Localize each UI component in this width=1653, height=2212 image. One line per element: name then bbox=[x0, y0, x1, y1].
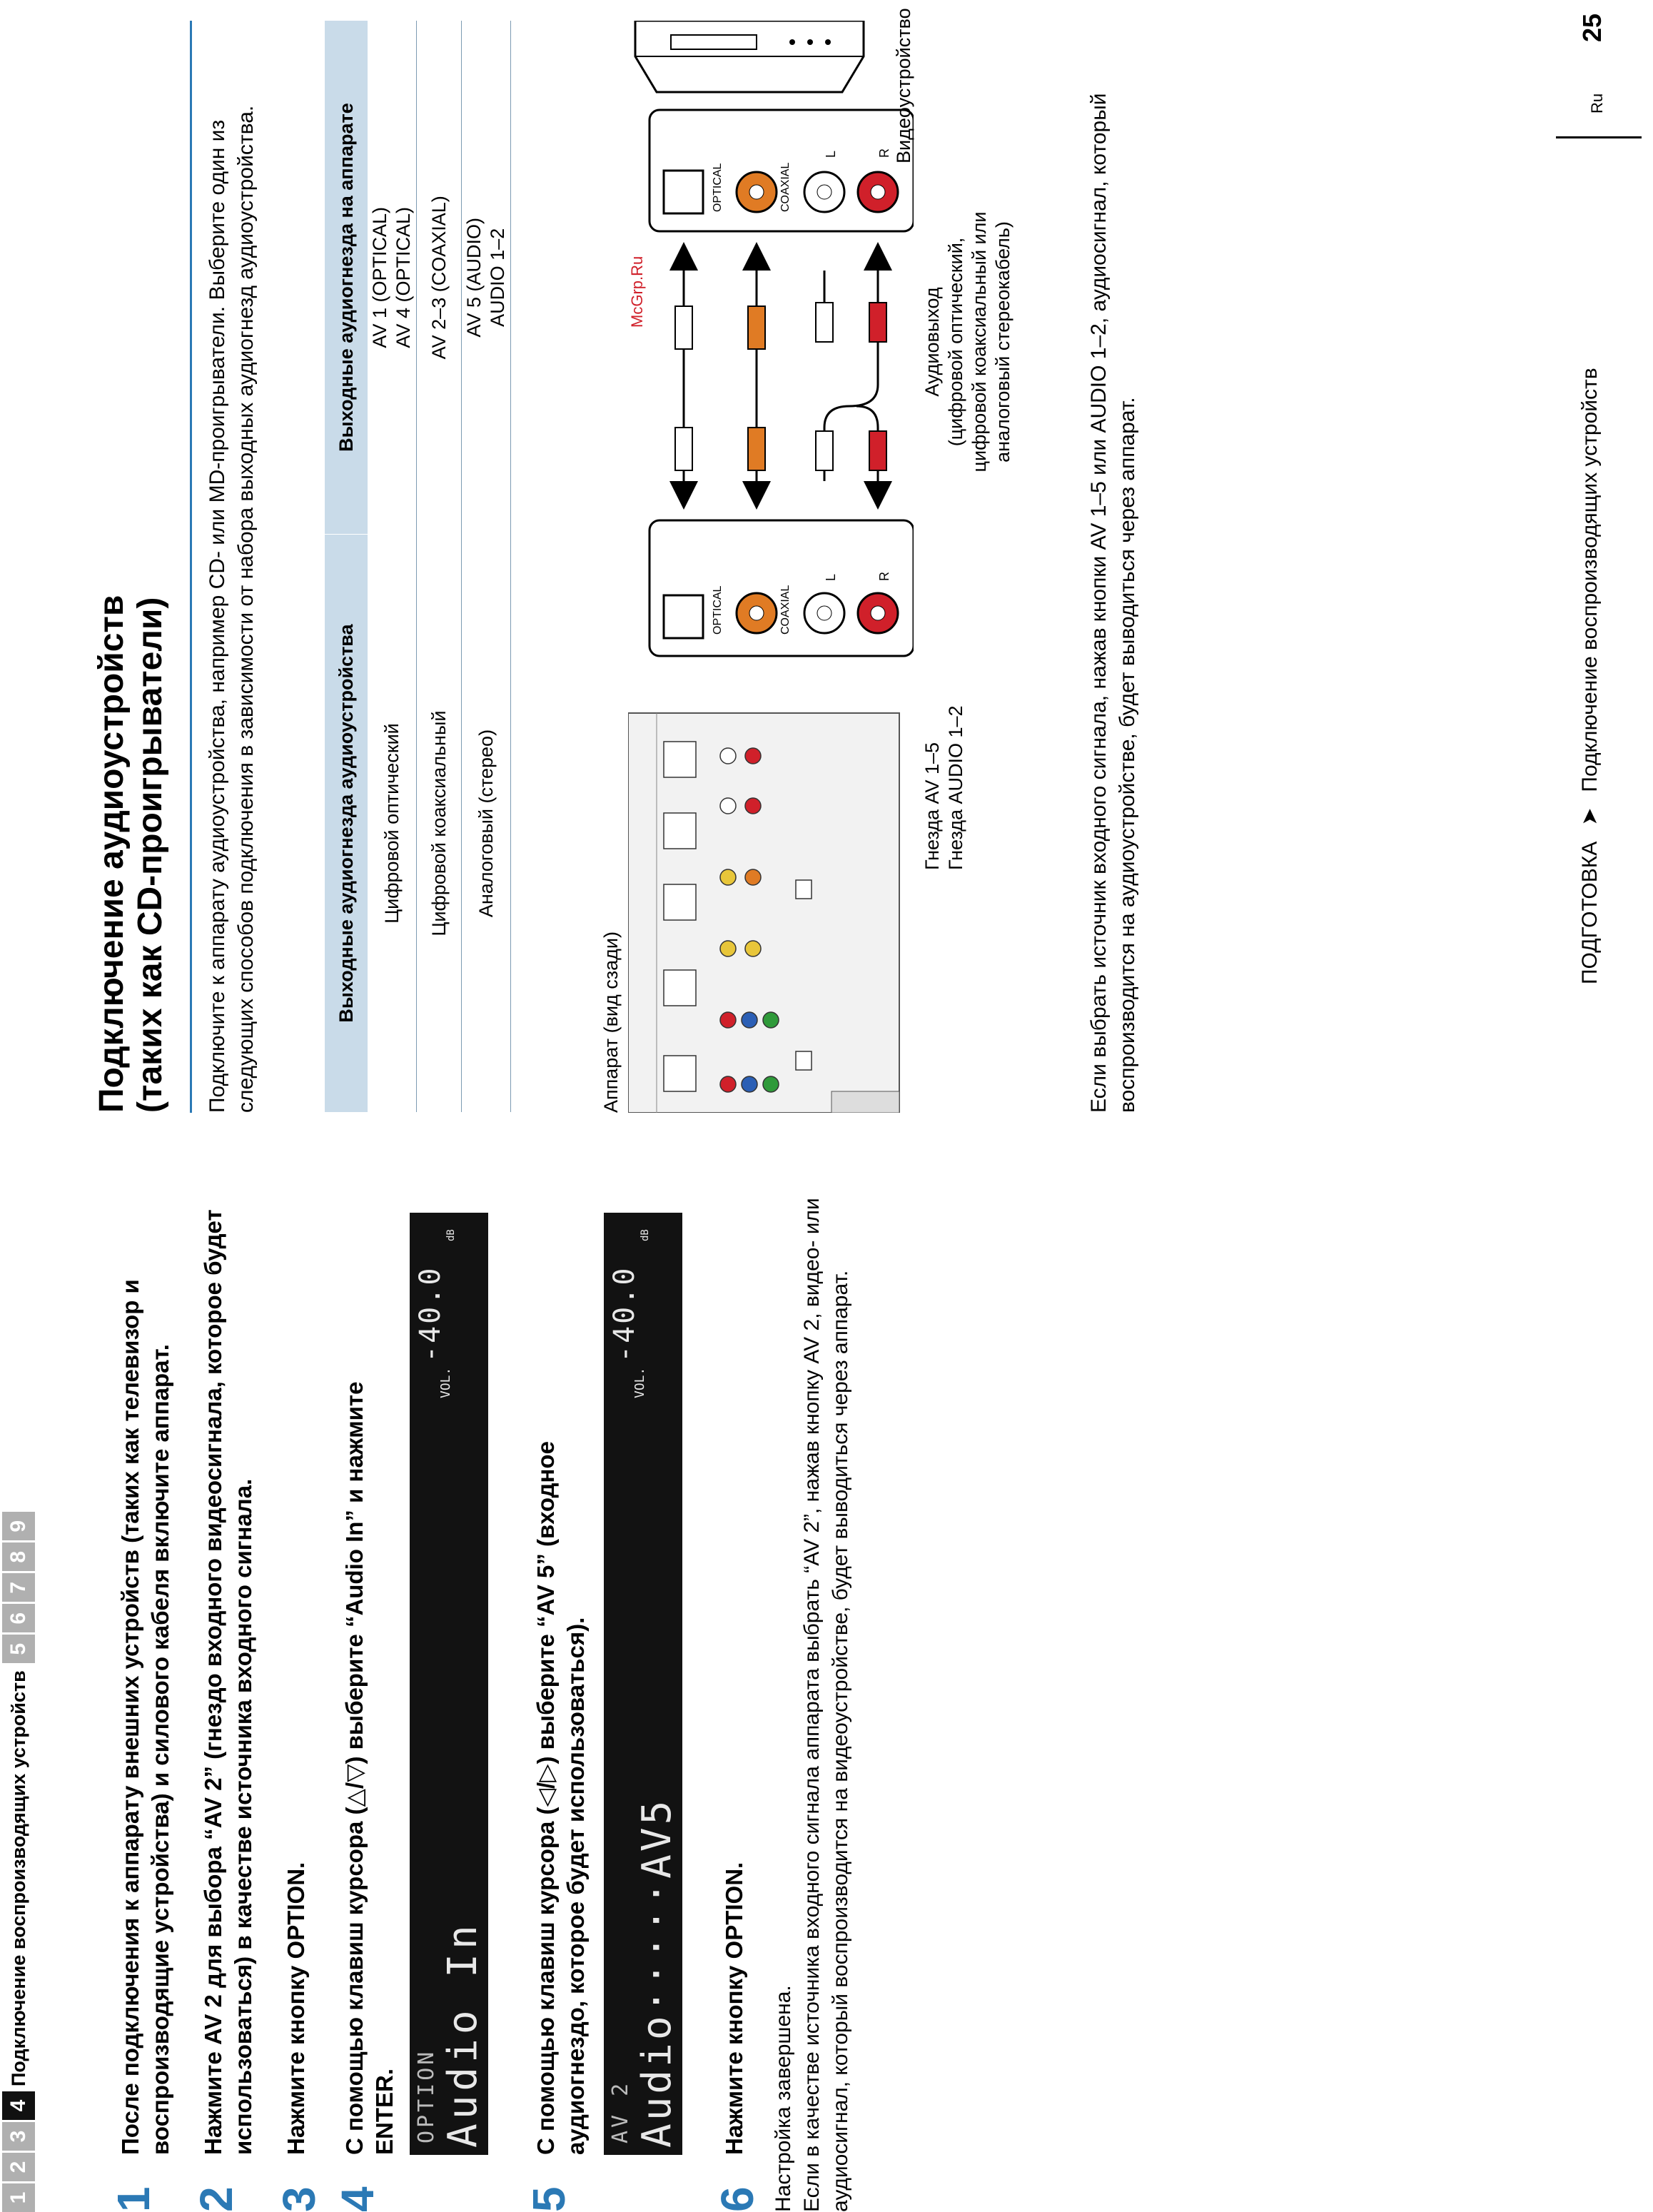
steps-column bbox=[107, 1141, 855, 2212]
volume-value: -40.0 bbox=[414, 1266, 447, 1363]
front-display-1 bbox=[410, 1213, 488, 2155]
coaxial-label-1: COAXIAL bbox=[779, 585, 792, 635]
connection-table bbox=[325, 21, 511, 1113]
jacks-labels bbox=[921, 627, 968, 870]
step-chip: 3 bbox=[2, 2122, 35, 2151]
table-cell-unit-line: AV 4 (OPTICAL) bbox=[393, 207, 414, 348]
step-number: 3 bbox=[273, 2186, 325, 2212]
optical-label-2: OPTICAL bbox=[712, 163, 724, 212]
rear-panel bbox=[628, 713, 899, 1113]
table-cell-unit-line: AUDIO 1–2 bbox=[487, 228, 508, 327]
audio-output-label-1: Аудиовыход bbox=[921, 287, 943, 397]
step-4 bbox=[331, 1141, 400, 2212]
device-label: Видеоустройство bbox=[893, 8, 914, 163]
table-row bbox=[462, 21, 511, 1113]
step-number: 4 bbox=[332, 2186, 383, 2212]
rear-panel-label: Аппарат (вид сзади) bbox=[600, 931, 622, 1113]
front-display-2 bbox=[604, 1213, 682, 2155]
display-line-2: Audio In bbox=[440, 1921, 486, 2148]
step-chip: 1 bbox=[2, 2183, 35, 2212]
table-cell-unit bbox=[368, 21, 417, 535]
table-cell-unit-line: AV 1 (OPTICAL) bbox=[369, 207, 390, 348]
step-text: Нажмите кнопку OPTION. bbox=[721, 1862, 747, 2155]
section-title-line-2: (таких как CD-проигрыватели) bbox=[131, 597, 169, 1113]
step-2 bbox=[190, 1141, 258, 2212]
selection-note: Если выбрать источник входного сигнала, нажав кнопки AV 1–5 или AUDIO 1–2, аудиосигнал, который воспроизводится на аудиоустройстве, будет выводиться через аппарат. bbox=[1087, 93, 1139, 1113]
volume-unit: dB bbox=[640, 1229, 651, 1241]
step-chip: 8 bbox=[2, 1542, 35, 1571]
right-channel-label-2: R bbox=[877, 148, 891, 158]
step-text: С помощью клавиш курсора (△/▽) выберите “Audio In” и нажмите ENTER. bbox=[341, 1381, 398, 2155]
volume-unit: dB bbox=[445, 1229, 457, 1241]
table-header-unit: Выходные аудиогнезда на аппарате bbox=[325, 21, 368, 535]
cables bbox=[669, 242, 892, 510]
table-cell-device: Цифровой оптический bbox=[368, 535, 417, 1113]
display-line-1: AV 2 bbox=[608, 2080, 633, 2143]
footer-language: Ru bbox=[1588, 93, 1606, 113]
step-chip-current: 4 bbox=[2, 2091, 35, 2120]
completion-line-2: Если в качестве источника входного сигнала аппарата выбрать “AV 2”, нажав кнопку AV 2, видео- или аудиосигнал, который воспроизводится на видеоустройстве, будет выводиться через аппарат. bbox=[800, 1198, 852, 2212]
step-number: 5 bbox=[523, 2186, 575, 2212]
jacks-label-1: Гнезда AV 1–5 bbox=[921, 742, 943, 870]
optical-label-1: OPTICAL bbox=[712, 585, 724, 635]
audio-output-label-4: аналоговый стереокабель) bbox=[992, 221, 1013, 463]
device-jack-callout bbox=[649, 110, 914, 231]
playback-device-icon bbox=[635, 21, 864, 92]
table-row bbox=[368, 21, 417, 1113]
step-text: С помощью клавиш курсора (◁/▷) выберите “AV 5” (входное аудиогнездо, которое будет использоваться). bbox=[532, 1441, 589, 2155]
step-6 bbox=[711, 1141, 764, 2212]
section-title-line-1: Подключение аудиоустройств bbox=[93, 595, 131, 1113]
table-header-device: Выходные аудиогнезда аудиоустройства bbox=[325, 535, 368, 1113]
section-title: Подключение воспроизводящих устройств bbox=[7, 1670, 29, 2086]
table-cell-device: Аналоговый (стерео) bbox=[462, 535, 511, 1113]
display-line-1: OPTION bbox=[414, 2049, 439, 2143]
watermark: McGrp.Ru bbox=[628, 256, 646, 328]
audio-output-labels bbox=[921, 192, 1015, 492]
connection-diagram bbox=[628, 21, 914, 1113]
step-text: После подключения к аппарату внешних устройств (таких как телевизор и воспроизводящие устройства) и силового кабеля включите аппарат. bbox=[117, 1279, 173, 2155]
table-cell-unit bbox=[462, 21, 511, 535]
step-text: Нажмите кнопку OPTION. bbox=[283, 1862, 309, 2155]
jacks-label-2: Гнезда AUDIO 1–2 bbox=[945, 705, 966, 870]
left-channel-label-2: L bbox=[824, 150, 838, 158]
volume-value: -40.0 bbox=[608, 1266, 641, 1363]
footer-section: Подключение воспроизводящих устройств bbox=[1577, 368, 1602, 792]
audio-output-label-2: (цифровой оптический, bbox=[945, 237, 966, 447]
volume-label: VOL. bbox=[632, 1367, 647, 1398]
table-cell-unit-line: AV 5 (AUDIO) bbox=[463, 218, 485, 338]
table-cell-device: Цифровой коаксиальный bbox=[417, 535, 462, 1113]
audio-output-label-3: цифровой коаксиальный или bbox=[969, 211, 990, 473]
step-1 bbox=[107, 1141, 176, 2212]
page-number: 25 bbox=[1577, 13, 1607, 42]
left-channel-label: L bbox=[824, 573, 838, 581]
display-line-2: Audio·····AV5 bbox=[634, 1797, 680, 2148]
completion-line-1: Настройка завершена. bbox=[772, 1985, 795, 2212]
step-chip: 5 bbox=[2, 1635, 35, 1663]
step-chip: 7 bbox=[2, 1573, 35, 1602]
divider-line bbox=[190, 21, 192, 1113]
step-number: 2 bbox=[191, 2186, 242, 2212]
step-chip: 2 bbox=[2, 2153, 35, 2181]
right-channel-label: R bbox=[877, 572, 891, 581]
step-number: 6 bbox=[712, 2186, 763, 2212]
coaxial-label-2: COAXIAL bbox=[779, 162, 792, 212]
footer bbox=[1577, 368, 1602, 984]
receiver-jack-callout bbox=[649, 520, 914, 656]
step-chip: 6 bbox=[2, 1604, 35, 1632]
step-text: Нажмите AV 2 для выбора “AV 2” (гнездо входного видеосигнала, которое будет использоваться) в качестве источника входного сигнала. bbox=[200, 1209, 256, 2155]
table-row bbox=[417, 21, 462, 1113]
step-strip bbox=[0, 1510, 37, 2212]
footer-chapter: ПОДГОТОВКА bbox=[1577, 841, 1602, 984]
table-cell-unit: AV 2–3 (COAXIAL) bbox=[417, 21, 462, 535]
volume-label: VOL. bbox=[438, 1367, 453, 1398]
step-3 bbox=[273, 1141, 325, 2212]
footer-arrow-icon: ➤ bbox=[1578, 807, 1602, 826]
step-number: 1 bbox=[108, 2186, 159, 2212]
intro-text: Подключите к аппарату аудиоустройства, например CD- или MD-проигрыватели. Выберите один из следующих способов подключения в зависимости от набора выходных аудиогнезд аудиоустройства. bbox=[206, 105, 258, 1113]
step-chip: 9 bbox=[2, 1512, 35, 1540]
step-5 bbox=[522, 1141, 591, 2212]
section-header bbox=[93, 21, 170, 1113]
completion-note bbox=[769, 1141, 855, 2212]
footer-divider bbox=[1556, 136, 1642, 138]
